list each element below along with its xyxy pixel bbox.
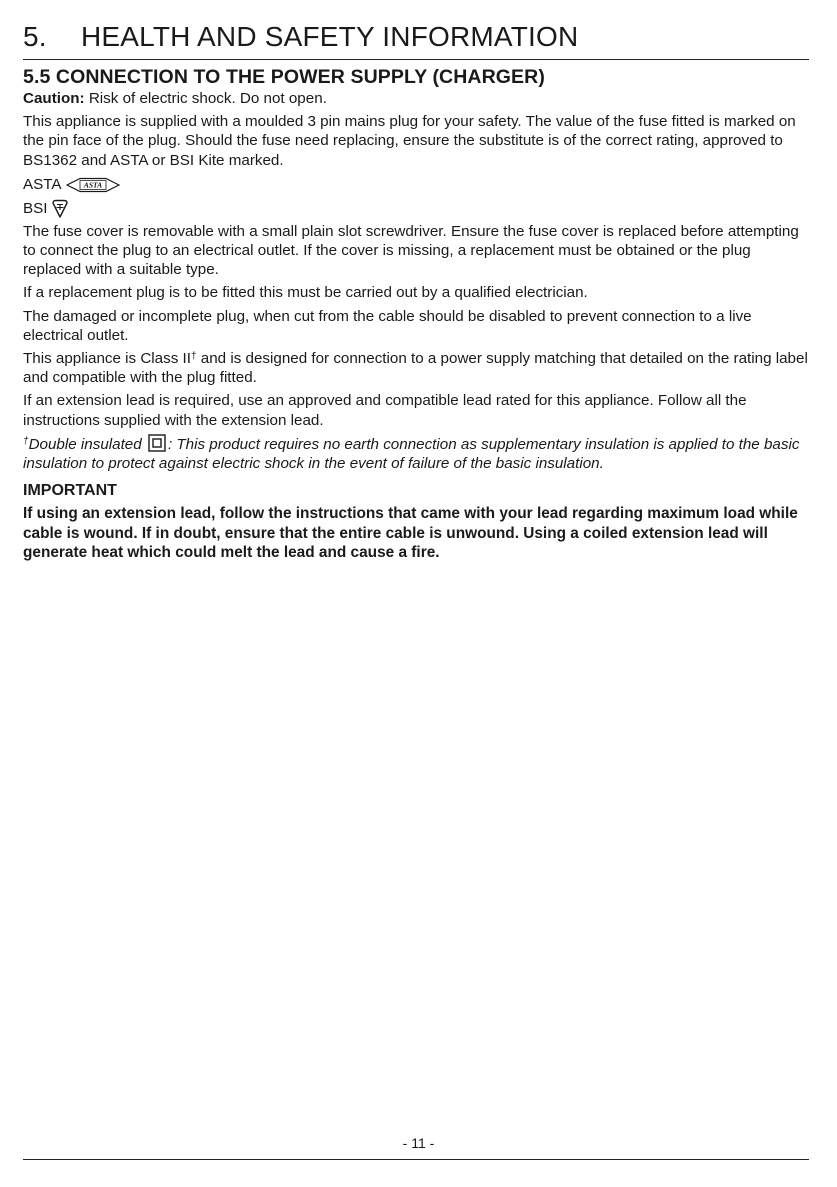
class-ii-dagger: † (190, 351, 197, 363)
section-number: 5. (23, 21, 47, 52)
important-heading: IMPORTANT (23, 482, 117, 500)
caution-text: Risk of electric shock. Do not open. (84, 90, 327, 107)
bottom-divider (23, 1159, 809, 1160)
bsi-kitemark-icon (51, 199, 69, 219)
asta-mark-icon (66, 177, 120, 193)
important-text: If using an extension lead, follow the instructions that came with your lead regarding maximum load while cable is wound. If in doubt, ensure that the entire cable is unwound. Using a coiled extension lead will generate heat which could melt the lead and cause a fire. (23, 505, 798, 562)
class-ii-text-b: and is designed for connection to a power supply matching that detailed on the rating label and compatible with the plug fitted. (23, 350, 808, 387)
note-text-b: : This product requires no earth connection as supplementary insulation is applied to the basic insulation to protect against electric shock in the event of failure of the basic insulation. (23, 435, 800, 473)
caution-line (23, 89, 813, 108)
paragraph-fuse-rating: This appliance is supplied with a moulded 3 pin mains plug for your safety. The value of the fuse fitted is marked on the pin face of the plug. Should the fuse need replacing, ensure the substitute is of the correct rating, approved to BS1362 and ASTA or BSI Kite marked. (23, 113, 796, 169)
double-insulated-note (23, 434, 813, 473)
top-divider (23, 59, 809, 60)
subsection-title: 5.5 CONNECTION TO THE POWER SUPPLY (CHARGER) (23, 66, 545, 88)
double-insulated-icon (148, 434, 166, 452)
note-text-a: Double insulated (28, 435, 146, 453)
paragraph-fuse-cover: The fuse cover is removable with a small plain slot screwdriver. Ensure the fuse cover is replaced before attempting to connect the plug to an electrical outlet. If the cover is missing, a replacement must be obtained or the plug replaced with a suitable type. (23, 222, 799, 279)
bsi-label: BSI (23, 200, 48, 218)
asta-label: ASTA (23, 176, 62, 194)
caution-label: Caution: (23, 90, 85, 107)
asta-line (23, 174, 813, 196)
section-title: HEALTH AND SAFETY INFORMATION (81, 21, 579, 52)
section-heading (23, 20, 813, 54)
section-content (23, 65, 813, 563)
asta-mark-text: ASTA (83, 180, 102, 190)
page-number: - 11 - (402, 1135, 435, 1151)
class-ii-text-a: This appliance is Class II (23, 350, 191, 368)
paragraph-damaged-plug: The damaged or incomplete plug, when cut from the cable should be disabled to prevent connection to a live electrical outlet. (23, 307, 752, 344)
bsi-line (23, 198, 813, 220)
paragraph-extension-lead: If an extension lead is required, use an approved and compatible lead rated for this appliance. Follow all the instructions supplied with the extension lead. (23, 392, 747, 429)
paragraph-replacement-plug: If a replacement plug is to be fitted this must be carried out by a qualified electrician. (23, 284, 588, 302)
paragraph-class-ii (23, 349, 813, 387)
note-dagger: † (23, 435, 29, 447)
